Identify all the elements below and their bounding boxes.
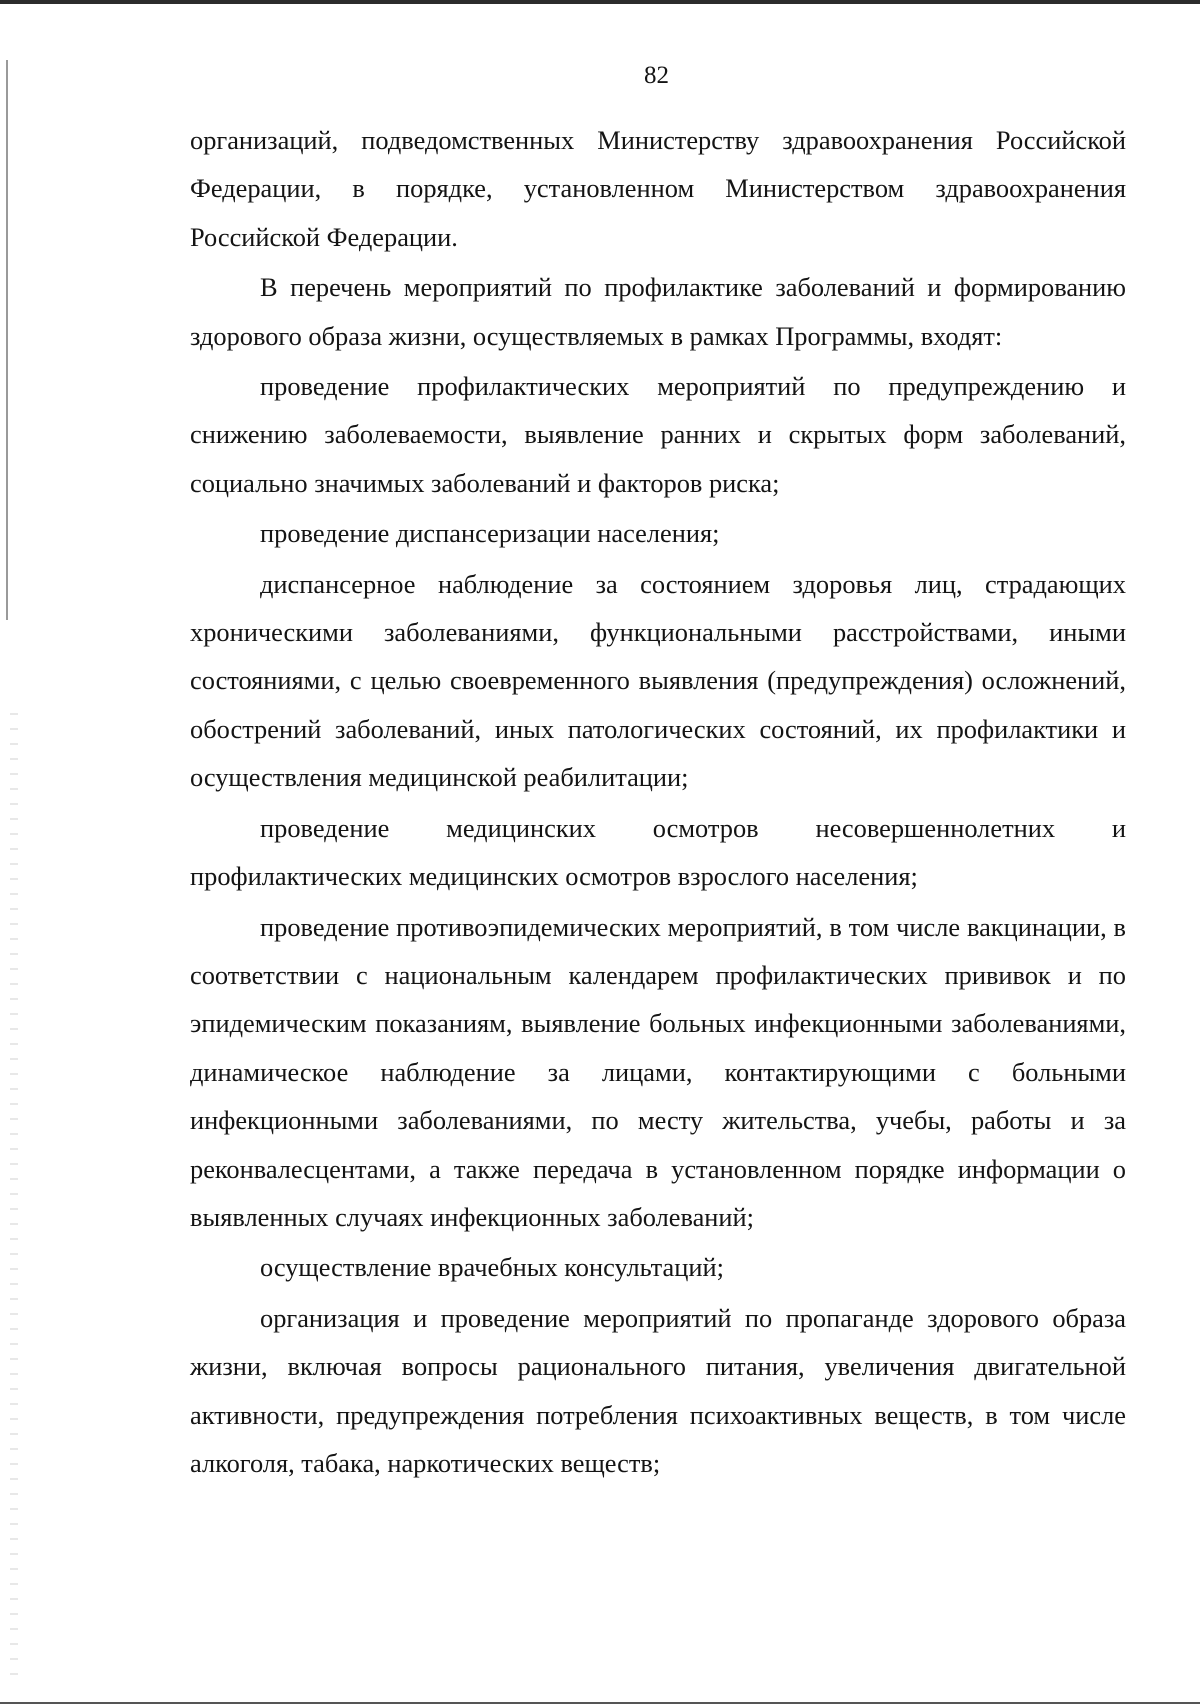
scan-left-noise [10,700,18,1680]
paragraph-prevention-measures: проведение профилактических мероприятий по предупреждению и снижению заболеваемости, выявление ранних и скрытых форм заболеваний, социально значимых заболеваний и факторов риска; [190,371,1126,498]
scan-bottom-edge [0,1702,1200,1704]
document-body [190,116,1126,1487]
paragraph-healthy-lifestyle-promotion: организация и проведение мероприятий по пропаганде здорового образа жизни, включая вопросы рационального питания, увеличения двигательной активности, предупреждения потребления психоактивных веществ, в том числе алкоголя, табака, наркотических веществ; [190,1302,1126,1478]
paragraph-medical-examinations: проведение медицинских осмотров несовершеннолетних и профилактических медицинских осмотров взрослого населения; [190,812,1126,892]
page-number: 82 [644,62,669,89]
scan-top-edge [0,0,1200,4]
paragraph-dispensary-observation: диспансерное наблюдение за состоянием здоровья лиц, страдающих хроническими заболеваниями, функциональными расстройствами, иными состояниями, с целью своевременного выявления (предупреждения) осложнений, обострений заболеваний, иных патологических состояний, их профилактики и осуществления медицинской реабилитации; [190,568,1126,793]
paragraph-programme-list-intro: В перечень мероприятий по профилактике заболеваний и формированию здорового образа жизни, осуществляемых в рамках Программы, входят: [190,272,1126,351]
paragraph-dispensarization: проведение диспансеризации населения; [260,518,720,549]
paragraph-consultations: осуществление врачебных консультаций; [260,1252,724,1283]
paragraph-continuation: организаций, подведомственных Министерству здравоохранения Российской Федерации, в порядке, установленном Министерством здравоохранения Российской Федерации. [190,125,1126,252]
paragraph-anti-epidemic-measures: проведение противоэпидемических мероприятий, в том числе вакцинации, в соответствии с национальным календарем профилактических прививок и по эпидемическим показаниям, выявление больных инфекционными заболеваниями, динамическое наблюдение за лицами, контактирующими с больными инфекционными заболеваниями, по месту жительства, учебы, работы и за реконвалесцентами, а также передача в установленном порядке информации о выявленных случаях инфекционных заболеваний; [190,911,1126,1232]
scan-left-edge [6,60,8,620]
